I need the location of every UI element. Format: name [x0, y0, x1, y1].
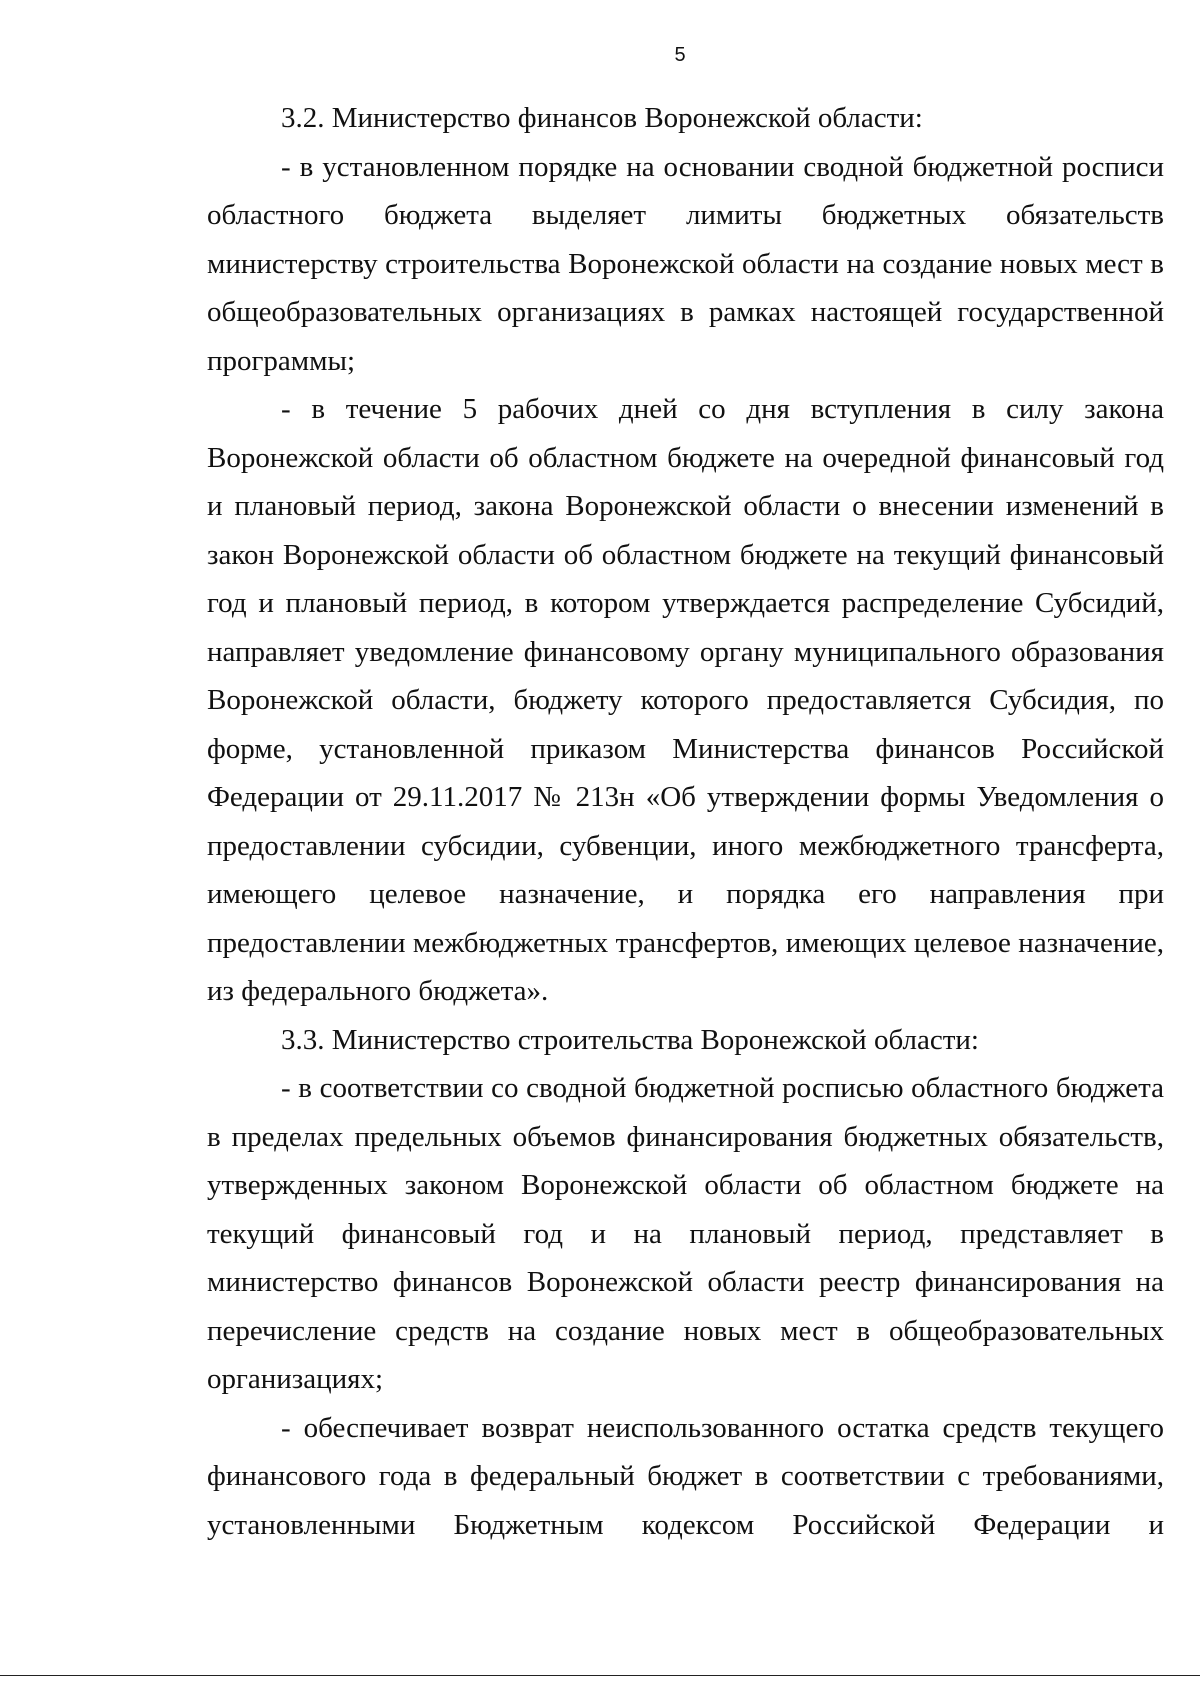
paragraph: - обеспечивает возврат неиспользованного остатка средств текущего финансового года в федеральный бюджет в соответствии с требованиями, установленными Бюджетным кодексом Российской Федерации и — [207, 1411, 1164, 1541]
paragraph: - в течение 5 рабочих дней со дня вступления в силу закона Воронежской области об областном бюджете на очередной финансовый год и плановый период, закона Воронежской области о внесении изменений в закон Воронежской области об областном бюджете на текущий финансовый год и плановый период, в котором утверждается распределение Субсидий, направляет уведомление финансовому органу муниципального образования Воронежской области, бюджету которого предоставляется Субсидия, по форме, установленной приказом Министерства финансов Российской Федерации от 29.11.2017 № 213н «Об утверждении формы Уведомления о предоставлении субсидии, субвенции, иного межбюджетного трансферта, имеющего целевое назначение, и порядка его направления при предоставлении межбюджетных трансфертов, имеющих целевое назначение, из федерального бюджета». — [207, 393, 1164, 1007]
section-heading-3-2: 3.2. Министерство финансов Воронежской области: — [281, 102, 923, 134]
document-body — [207, 94, 1164, 1549]
paragraph: - в установленном порядке на основании сводной бюджетной росписи областного бюджета выделяет лимиты бюджетных обязательств министерству строительства Воронежской области на создание новых мест в общеобразовательных организациях в рамках настоящей государственной программы; — [207, 150, 1164, 377]
paragraph: - в соответствии со сводной бюджетной росписью областного бюджета в пределах предельных объемов финансирования бюджетных обязательств, утвержденных законом Воронежской области об областном бюджете на текущий финансовый год и на плановый период, представляет в министерство финансов Воронежской области реестр финансирования на перечисление средств на создание новых мест в общеобразовательных организациях; — [207, 1072, 1164, 1395]
scan-edge-line — [0, 1675, 1200, 1676]
section-heading-3-3: 3.3. Министерство строительства Воронежской области: — [281, 1023, 979, 1056]
page-number: 5 — [674, 44, 686, 66]
